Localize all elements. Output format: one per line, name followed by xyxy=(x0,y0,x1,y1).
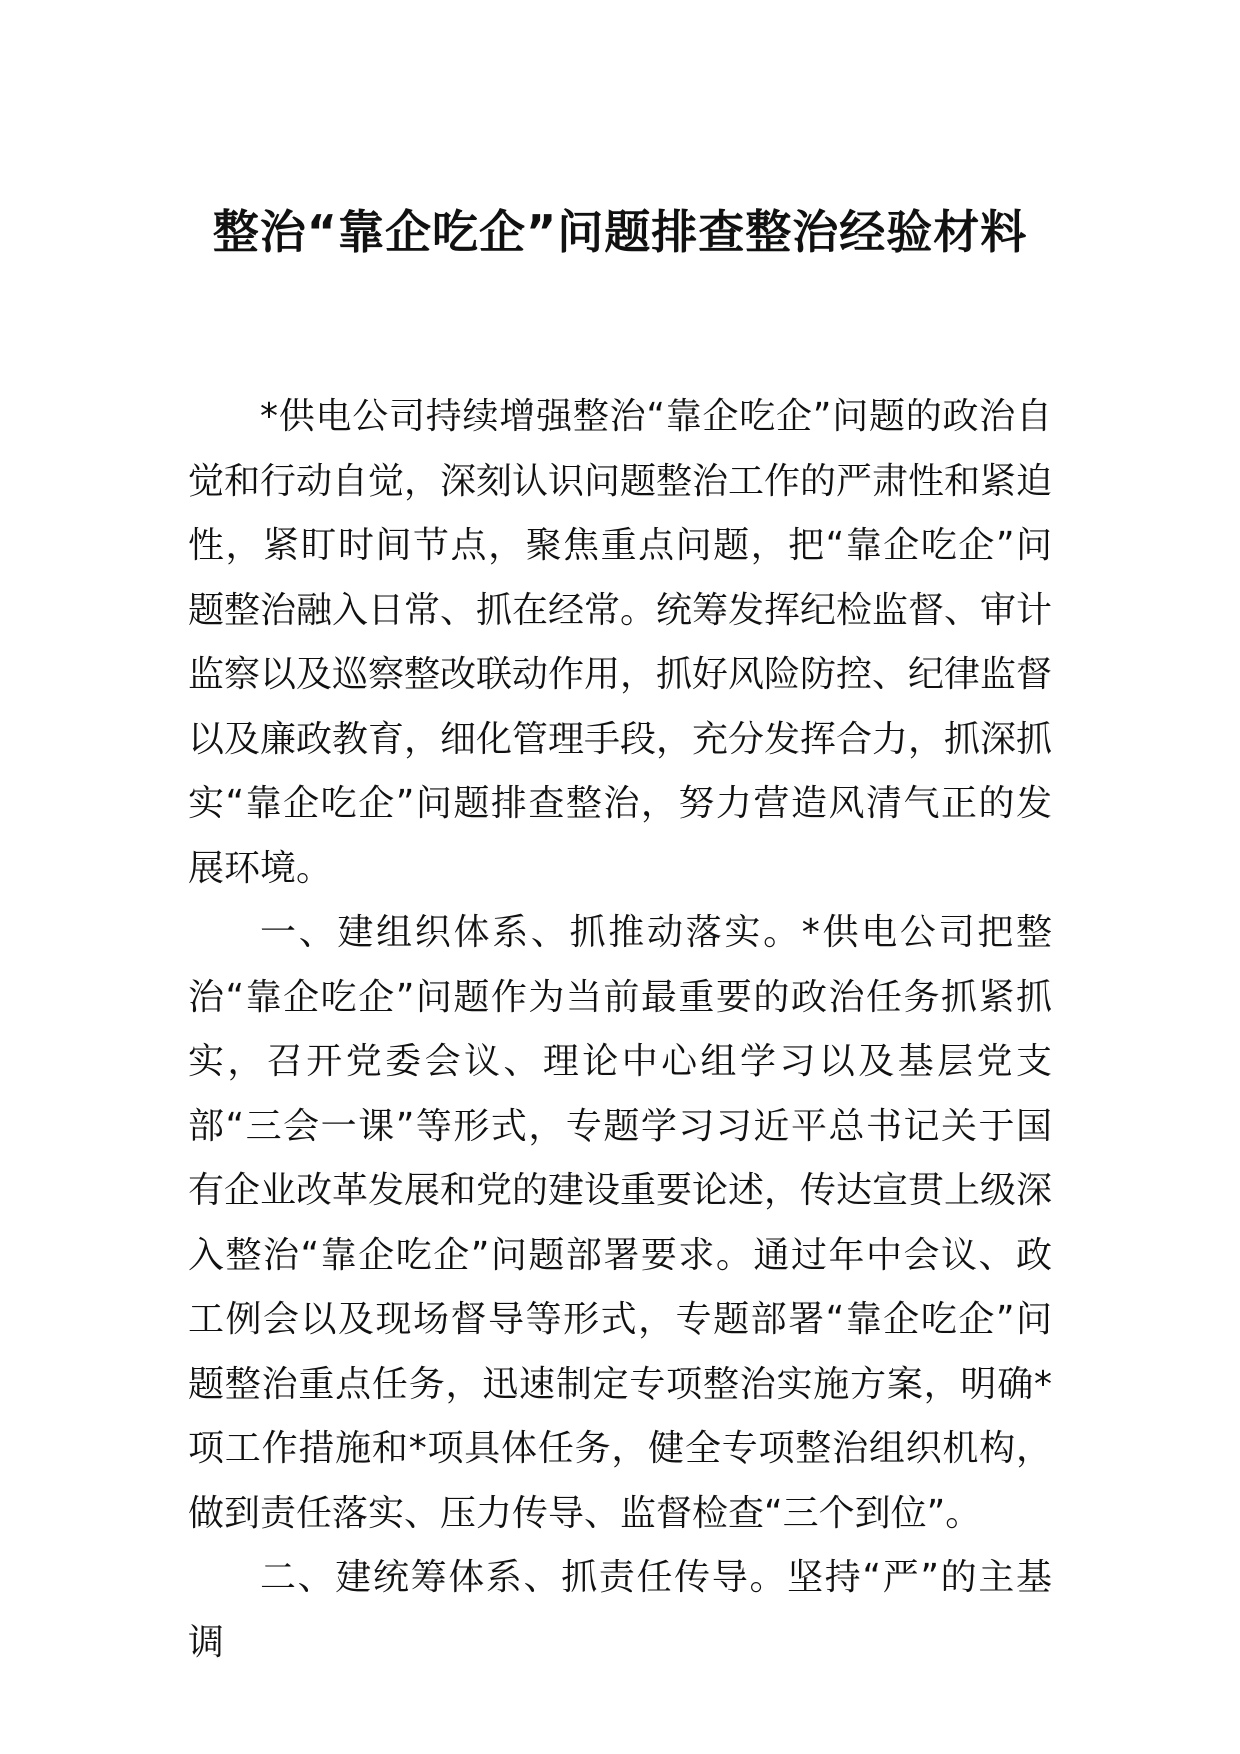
document-body xyxy=(188,385,1052,1675)
paragraph-intro: *供电公司持续增强整治“靠企吃企”问题的政治自觉和行动自觉，深刻认识问题整治工作的严肃性和紧迫性，紧盯时间节点，聚焦重点问题，把“靠企吃企”问题整治融入日常、抓在经常。统筹发挥纪检监督、审计监察以及巡察整改联动作用，抓好风险防控、纪律监督以及廉政教育，细化管理手段，充分发挥合力，抓深抓实“靠企吃企”问题排查整治，努力营造风清气正的发展环境。 xyxy=(188,396,1053,889)
paragraph-section-two: 二、建统筹体系、抓责任传导。坚持“严”的主基调 xyxy=(188,1557,1052,1663)
paragraph-section-one: 一、建组织体系、抓推动落实。*供电公司把整治“靠企吃企”问题作为当前最重要的政治任务抓紧抓实，召开党委会议、理论中心组学习以及基层党支部“三会一课”等形式，专题学习习近平总书记关于国有企业改革发展和党的建设重要论述，传达宣贯上级深入整治“靠企吃企”问题部署要求。通过年中会议、政工例会以及现场督导等形式，专题部署“靠企吃企”问题整治重点任务，迅速制定专项整治实施方案，明确*项工作措施和*项具体任务，健全专项整治组织机构，做到责任落实、压力传导、监督检查“三个到位”。 xyxy=(188,912,1053,1534)
document-title: 整治“靠企吃企”问题排查整治经验材料 xyxy=(212,205,1028,259)
